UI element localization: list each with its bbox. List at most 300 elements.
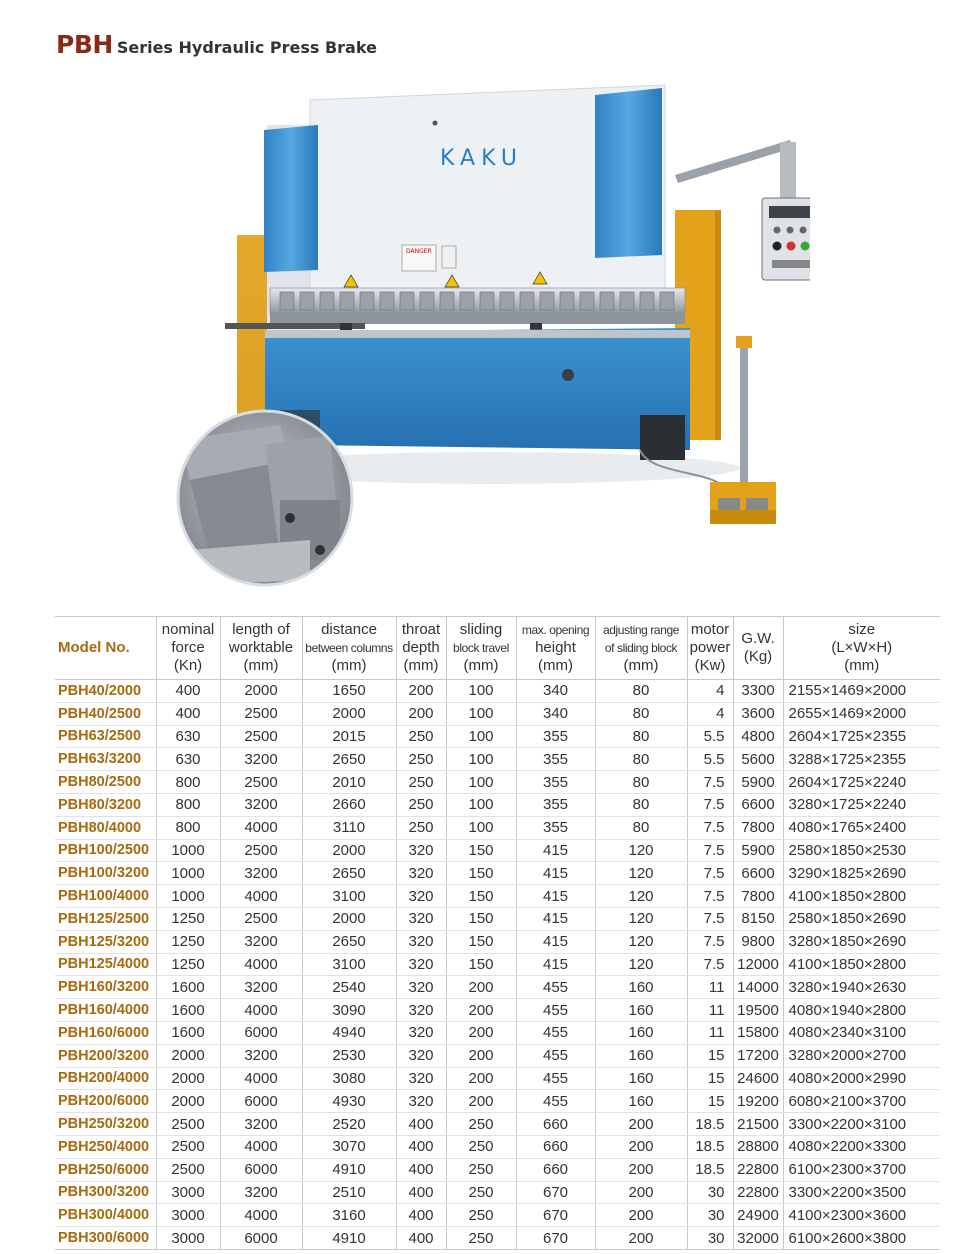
cell-size: 3288×1725×2355 [783,748,940,771]
cell-adjusting-range: 160 [595,1021,687,1044]
cell-nominal-force: 2500 [156,1135,220,1158]
cell-size: 3290×1825×2690 [783,862,940,885]
control-arm [675,140,793,183]
cell-opening-height: 660 [516,1113,595,1136]
cell-motor-power: 11 [687,999,733,1022]
table-row [55,1090,940,1113]
cell-model: PBH40/2500 [55,702,156,725]
table-row [55,793,940,816]
cell-adjusting-range: 160 [595,1067,687,1090]
cell-sliding-travel: 150 [446,839,516,862]
cell-motor-power: 7.5 [687,839,733,862]
cell-throat-depth: 320 [396,1044,446,1067]
cell-throat-depth: 320 [396,999,446,1022]
cell-gross-weight: 24900 [733,1204,783,1227]
table-row [55,1204,940,1227]
col-header-nominal-force: nominal force (Kn) [156,617,220,680]
cell-model: PBH200/3200 [55,1044,156,1067]
cell-column-distance: 2540 [302,976,396,999]
cell-worktable-length: 2500 [220,907,302,930]
cell-motor-power: 7.5 [687,793,733,816]
cell-motor-power: 5.5 [687,725,733,748]
cell-worktable-length: 4000 [220,953,302,976]
cell-opening-height: 455 [516,999,595,1022]
cell-opening-height: 355 [516,793,595,816]
cell-size: 2580×1850×2690 [783,907,940,930]
lower-bed [265,328,690,450]
table-row [55,1227,940,1250]
cell-gross-weight: 7800 [733,885,783,908]
cell-adjusting-range: 200 [595,1135,687,1158]
cell-worktable-length: 2500 [220,725,302,748]
cell-adjusting-range: 120 [595,930,687,953]
table-row [55,976,940,999]
cell-motor-power: 18.5 [687,1113,733,1136]
cell-nominal-force: 630 [156,725,220,748]
cell-throat-depth: 400 [396,1227,446,1250]
table-row [55,862,940,885]
right-cylinder-cover [595,88,662,258]
col-header-opening-height: max. opening height (mm) [516,617,595,680]
cell-sliding-travel: 150 [446,885,516,908]
cell-model: PBH63/2500 [55,725,156,748]
cell-model: PBH250/6000 [55,1158,156,1181]
cell-motor-power: 5.5 [687,748,733,771]
cell-adjusting-range: 120 [595,907,687,930]
cell-column-distance: 3090 [302,999,396,1022]
table-row [55,839,940,862]
cell-column-distance: 3110 [302,816,396,839]
cell-motor-power: 11 [687,976,733,999]
cell-worktable-length: 2000 [220,680,302,703]
cell-size: 4080×2000×2990 [783,1067,940,1090]
cell-size: 4080×1940×2800 [783,999,940,1022]
cell-adjusting-range: 200 [595,1158,687,1181]
cell-throat-depth: 250 [396,816,446,839]
series-code: PBH [56,30,113,59]
cell-sliding-travel: 200 [446,976,516,999]
col-header-adjusting-range: adjusting range of sliding block (mm) [595,617,687,680]
cell-sliding-travel: 250 [446,1204,516,1227]
cell-sliding-travel: 250 [446,1113,516,1136]
cell-throat-depth: 250 [396,793,446,816]
cell-gross-weight: 28800 [733,1135,783,1158]
cell-throat-depth: 320 [396,907,446,930]
cell-column-distance: 4910 [302,1158,396,1181]
cell-opening-height: 415 [516,907,595,930]
cell-size: 3280×2000×2700 [783,1044,940,1067]
cell-size: 4100×2300×3600 [783,1204,940,1227]
cell-gross-weight: 19200 [733,1090,783,1113]
series-subtitle: Series Hydraulic Press Brake [116,38,377,57]
cell-opening-height: 340 [516,702,595,725]
cell-throat-depth: 400 [396,1135,446,1158]
cell-worktable-length: 3200 [220,930,302,953]
table-row [55,1113,940,1136]
cell-worktable-length: 2500 [220,702,302,725]
left-cylinder-cover [264,125,318,272]
cell-throat-depth: 200 [396,680,446,703]
cell-worktable-length: 4000 [220,1204,302,1227]
cell-column-distance: 3160 [302,1204,396,1227]
cell-gross-weight: 6600 [733,793,783,816]
cell-adjusting-range: 160 [595,1044,687,1067]
cell-worktable-length: 4000 [220,1135,302,1158]
table-row [55,771,940,794]
cell-model: PBH80/3200 [55,793,156,816]
table-row [55,702,940,725]
cell-model: PBH160/6000 [55,1021,156,1044]
cell-opening-height: 355 [516,725,595,748]
cell-opening-height: 455 [516,976,595,999]
cell-gross-weight: 21500 [733,1113,783,1136]
cell-model: PBH125/3200 [55,930,156,953]
cell-worktable-length: 2500 [220,771,302,794]
cell-opening-height: 670 [516,1181,595,1204]
cell-adjusting-range: 200 [595,1113,687,1136]
cell-gross-weight: 14000 [733,976,783,999]
cell-gross-weight: 19500 [733,999,783,1022]
cell-worktable-length: 4000 [220,885,302,908]
cell-worktable-length: 3200 [220,862,302,885]
cell-adjusting-range: 80 [595,725,687,748]
cell-nominal-force: 800 [156,793,220,816]
cell-worktable-length: 3200 [220,1044,302,1067]
cell-model: PBH40/2000 [55,680,156,703]
cell-throat-depth: 400 [396,1113,446,1136]
table-row [55,1181,940,1204]
cell-nominal-force: 800 [156,816,220,839]
cell-adjusting-range: 80 [595,771,687,794]
cell-model: PBH250/4000 [55,1135,156,1158]
cell-sliding-travel: 200 [446,1090,516,1113]
table-row [55,1135,940,1158]
cell-motor-power: 7.5 [687,771,733,794]
cell-adjusting-range: 160 [595,1090,687,1113]
cell-nominal-force: 2500 [156,1158,220,1181]
cell-column-distance: 3100 [302,885,396,908]
cell-sliding-travel: 200 [446,1021,516,1044]
svg-text:DANGER: DANGER [406,248,432,255]
cell-sliding-travel: 150 [446,862,516,885]
cell-throat-depth: 250 [396,725,446,748]
cell-sliding-travel: 150 [446,907,516,930]
cell-motor-power: 4 [687,702,733,725]
cell-size: 2155×1469×2000 [783,680,940,703]
cell-motor-power: 7.5 [687,862,733,885]
table-header-row [55,617,940,680]
cell-worktable-length: 4000 [220,1067,302,1090]
cell-opening-height: 415 [516,953,595,976]
indicator-pole [740,342,748,492]
cell-worktable-length: 2500 [220,839,302,862]
cell-size: 3300×2200×3500 [783,1181,940,1204]
cell-model: PBH100/3200 [55,862,156,885]
cell-nominal-force: 400 [156,680,220,703]
table-row [55,999,940,1022]
cell-throat-depth: 320 [396,885,446,908]
cell-worktable-length: 3200 [220,793,302,816]
table-row [55,816,940,839]
cell-gross-weight: 8150 [733,907,783,930]
cell-motor-power: 18.5 [687,1158,733,1181]
cell-model: PBH125/4000 [55,953,156,976]
table-row [55,680,940,703]
table-row [55,748,940,771]
cell-column-distance: 2530 [302,1044,396,1067]
cell-model: PBH63/3200 [55,748,156,771]
cell-gross-weight: 4800 [733,725,783,748]
cell-nominal-force: 1600 [156,976,220,999]
cell-column-distance: 2510 [302,1181,396,1204]
cell-size: 6100×2300×3700 [783,1158,940,1181]
cell-opening-height: 455 [516,1021,595,1044]
cell-opening-height: 415 [516,885,595,908]
cell-column-distance: 2650 [302,748,396,771]
cell-opening-height: 355 [516,816,595,839]
cell-sliding-travel: 100 [446,680,516,703]
cell-throat-depth: 200 [396,702,446,725]
cell-opening-height: 355 [516,748,595,771]
cell-nominal-force: 1600 [156,999,220,1022]
cell-column-distance: 2015 [302,725,396,748]
cell-column-distance: 3080 [302,1067,396,1090]
cell-model: PBH80/2500 [55,771,156,794]
cell-throat-depth: 400 [396,1158,446,1181]
cell-motor-power: 15 [687,1067,733,1090]
cell-size: 2604×1725×2240 [783,771,940,794]
cell-gross-weight: 5900 [733,839,783,862]
cell-sliding-travel: 150 [446,930,516,953]
cell-model: PBH100/4000 [55,885,156,908]
col-header-column-distance: distance between columns (mm) [302,617,396,680]
cell-motor-power: 30 [687,1204,733,1227]
cell-opening-height: 670 [516,1227,595,1250]
cell-nominal-force: 3000 [156,1181,220,1204]
cell-size: 2604×1725×2355 [783,725,940,748]
cell-motor-power: 11 [687,1021,733,1044]
cell-nominal-force: 400 [156,702,220,725]
cell-motor-power: 30 [687,1227,733,1250]
cell-motor-power: 7.5 [687,953,733,976]
cell-throat-depth: 320 [396,1090,446,1113]
cell-sliding-travel: 100 [446,816,516,839]
cell-opening-height: 670 [516,1204,595,1227]
col-header-size: size (L×W×H) (mm) [783,617,940,680]
cell-size: 2580×1850×2530 [783,839,940,862]
cell-motor-power: 7.5 [687,816,733,839]
cell-model: PBH160/4000 [55,999,156,1022]
cell-adjusting-range: 80 [595,793,687,816]
cell-opening-height: 340 [516,680,595,703]
cell-sliding-travel: 100 [446,793,516,816]
cell-sliding-travel: 100 [446,748,516,771]
cell-motor-power: 7.5 [687,885,733,908]
cell-sliding-travel: 150 [446,953,516,976]
cell-nominal-force: 2000 [156,1090,220,1113]
brand-label: KAKU [440,146,524,171]
cell-column-distance: 2650 [302,862,396,885]
cell-gross-weight: 5900 [733,771,783,794]
cell-sliding-travel: 200 [446,1044,516,1067]
cell-throat-depth: 250 [396,748,446,771]
cell-gross-weight: 15800 [733,1021,783,1044]
cell-sliding-travel: 100 [446,725,516,748]
cell-nominal-force: 1250 [156,953,220,976]
cell-model: PBH80/4000 [55,816,156,839]
cell-worktable-length: 6000 [220,1227,302,1250]
cell-motor-power: 30 [687,1181,733,1204]
cell-size: 4100×1850×2800 [783,953,940,976]
cell-adjusting-range: 120 [595,839,687,862]
cell-opening-height: 355 [516,771,595,794]
cell-model: PBH125/2500 [55,907,156,930]
cell-sliding-travel: 250 [446,1135,516,1158]
cell-worktable-length: 4000 [220,816,302,839]
cell-model: PBH200/4000 [55,1067,156,1090]
cell-opening-height: 660 [516,1135,595,1158]
cell-adjusting-range: 120 [595,953,687,976]
table-row [55,1021,940,1044]
cell-opening-height: 415 [516,839,595,862]
cell-nominal-force: 1000 [156,885,220,908]
page-title [56,30,377,59]
cell-size: 3300×2200×3100 [783,1113,940,1136]
cell-worktable-length: 3200 [220,1181,302,1204]
cell-column-distance: 2650 [302,930,396,953]
col-header-gross-weight: G.W. (Kg) [733,617,783,680]
cell-worktable-length: 6000 [220,1021,302,1044]
cell-gross-weight: 12000 [733,953,783,976]
cell-model: PBH300/4000 [55,1204,156,1227]
cell-adjusting-range: 200 [595,1204,687,1227]
cell-size: 2655×1469×2000 [783,702,940,725]
table-row [55,885,940,908]
cell-nominal-force: 2500 [156,1113,220,1136]
cell-model: PBH160/3200 [55,976,156,999]
col-header-worktable-length: length of worktable (mm) [220,617,302,680]
table-row [55,1158,940,1181]
cell-nominal-force: 2000 [156,1044,220,1067]
cell-gross-weight: 24600 [733,1067,783,1090]
cell-size: 4100×1850×2800 [783,885,940,908]
cell-column-distance: 3070 [302,1135,396,1158]
cell-motor-power: 15 [687,1044,733,1067]
cell-gross-weight: 7800 [733,816,783,839]
cell-motor-power: 7.5 [687,907,733,930]
cell-nominal-force: 800 [156,771,220,794]
table-row [55,907,940,930]
cell-opening-height: 455 [516,1044,595,1067]
cell-size: 4080×2340×3100 [783,1021,940,1044]
cell-throat-depth: 320 [396,862,446,885]
cell-gross-weight: 17200 [733,1044,783,1067]
cell-adjusting-range: 120 [595,862,687,885]
cell-motor-power: 4 [687,680,733,703]
table-row [55,930,940,953]
cell-size: 6080×2100×3700 [783,1090,940,1113]
cell-sliding-travel: 200 [446,1067,516,1090]
cell-nominal-force: 2000 [156,1067,220,1090]
press-brake-illustration [170,80,810,590]
cell-size: 3280×1940×2630 [783,976,940,999]
cell-nominal-force: 1250 [156,930,220,953]
table-row [55,1044,940,1067]
cell-worktable-length: 4000 [220,999,302,1022]
cell-adjusting-range: 160 [595,976,687,999]
cell-column-distance: 2520 [302,1113,396,1136]
cell-worktable-length: 3200 [220,976,302,999]
cell-size: 4080×2200×3300 [783,1135,940,1158]
cell-gross-weight: 3300 [733,680,783,703]
cell-motor-power: 18.5 [687,1135,733,1158]
cell-gross-weight: 22800 [733,1181,783,1204]
col-header-throat-depth: throat depth (mm) [396,617,446,680]
cell-nominal-force: 3000 [156,1204,220,1227]
cell-opening-height: 415 [516,862,595,885]
cell-gross-weight: 9800 [733,930,783,953]
cell-model: PBH200/6000 [55,1090,156,1113]
cell-column-distance: 3100 [302,953,396,976]
cell-adjusting-range: 120 [595,885,687,908]
cell-adjusting-range: 200 [595,1181,687,1204]
table-row [55,1067,940,1090]
cell-gross-weight: 22800 [733,1158,783,1181]
cell-sliding-travel: 250 [446,1181,516,1204]
cell-column-distance: 2660 [302,793,396,816]
cell-opening-height: 455 [516,1067,595,1090]
cell-adjusting-range: 80 [595,816,687,839]
cell-motor-power: 15 [687,1090,733,1113]
cell-nominal-force: 1250 [156,907,220,930]
cell-column-distance: 2000 [302,839,396,862]
cell-gross-weight: 6600 [733,862,783,885]
cell-throat-depth: 320 [396,930,446,953]
cell-nominal-force: 1000 [156,862,220,885]
cell-throat-depth: 320 [396,1021,446,1044]
cell-throat-depth: 400 [396,1204,446,1227]
cell-size: 4080×1765×2400 [783,816,940,839]
cell-sliding-travel: 100 [446,702,516,725]
cell-sliding-travel: 200 [446,999,516,1022]
cell-nominal-force: 630 [156,748,220,771]
cell-sliding-travel: 250 [446,1158,516,1181]
cell-column-distance: 2000 [302,907,396,930]
cell-size: 3280×1850×2690 [783,930,940,953]
cell-adjusting-range: 80 [595,748,687,771]
cell-nominal-force: 3000 [156,1227,220,1250]
cell-adjusting-range: 80 [595,702,687,725]
cell-opening-height: 455 [516,1090,595,1113]
cell-column-distance: 1650 [302,680,396,703]
cell-throat-depth: 250 [396,771,446,794]
cell-worktable-length: 3200 [220,1113,302,1136]
cell-throat-depth: 320 [396,976,446,999]
table-row [55,953,940,976]
cell-column-distance: 2000 [302,702,396,725]
cell-gross-weight: 32000 [733,1227,783,1250]
cell-sliding-travel: 100 [446,771,516,794]
cell-sliding-travel: 250 [446,1227,516,1250]
col-header-sliding-travel: sliding block travel (mm) [446,617,516,680]
cell-opening-height: 660 [516,1158,595,1181]
cell-column-distance: 4910 [302,1227,396,1250]
cell-throat-depth: 320 [396,1067,446,1090]
cell-adjusting-range: 80 [595,680,687,703]
cell-adjusting-range: 160 [595,999,687,1022]
cell-worktable-length: 6000 [220,1090,302,1113]
cell-column-distance: 2010 [302,771,396,794]
